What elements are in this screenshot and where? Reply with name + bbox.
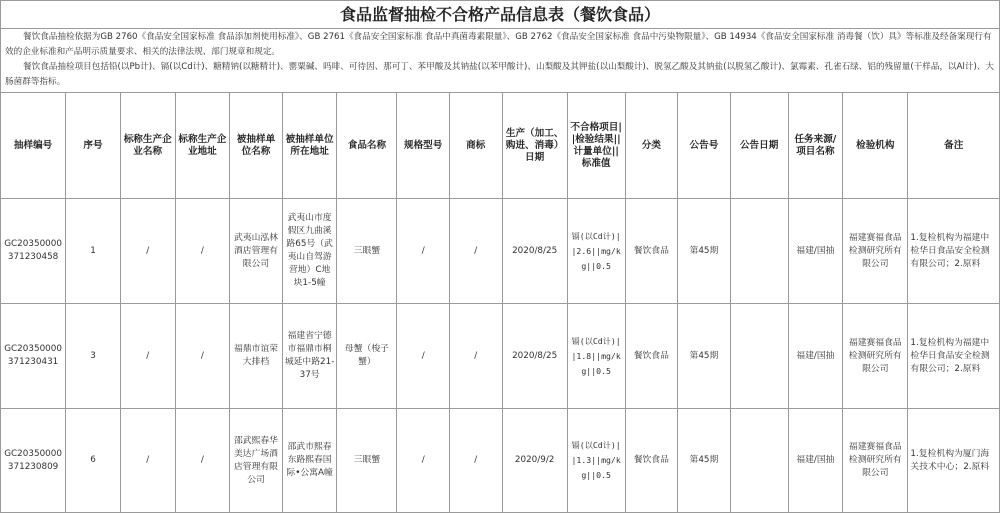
col-header: 食品名称 xyxy=(337,93,397,199)
cell-producer: / xyxy=(120,409,175,513)
col-header: 被抽样单位所在地址 xyxy=(282,93,337,199)
page-title: 食品监督抽检不合格产品信息表（餐饮食品） xyxy=(0,0,1000,28)
intro-paragraph-items: 餐饮食品抽检项目包括铅(以Pb计)、镉(以Cd计)、糖精钠(以糖精计)、罂粟碱、吗啡、可待因、那可丁、苯甲酸及其钠盐(以苯甲酸计)、山梨酸及其钾盐(以山梨酸计)、脱氢乙酸及其钠盐(以脱氢乙酸计)、氯霉素、孔雀石绿、铝的残留量(干样品，以Al计)、大肠菌群等指标。 xyxy=(5,62,995,87)
cell-date: 2020/9/2 xyxy=(502,409,567,513)
cell-note: 1.复检机构为福建中检华日食品安全检测有限公司；2.原料 xyxy=(908,199,1000,304)
cell-spec: / xyxy=(397,199,450,304)
cell-food: 三眼蟹 xyxy=(337,199,397,304)
cell-unit: 邵武熙春华美达广场酒店管理有限公司 xyxy=(230,409,283,513)
col-header: 商标 xyxy=(449,93,502,199)
cell-lab: 福建赛福食品检测研究所有限公司 xyxy=(843,199,908,304)
cell-notice-date xyxy=(730,199,788,304)
cell-unit: 福鼎市谊荣大排档 xyxy=(230,304,283,409)
cell-spec: / xyxy=(397,304,450,409)
col-header: 抽样编号 xyxy=(1,93,66,199)
cell-note: 1.复检机构为福建中检华日食品安全检测有限公司；2.原料 xyxy=(908,304,1000,409)
cell-date: 2020/8/25 xyxy=(502,304,567,409)
cell-category: 餐饮食品 xyxy=(625,409,678,513)
table-row xyxy=(1,304,1000,409)
cell-date: 2020/8/25 xyxy=(502,199,567,304)
cell-lab: 福建赛福食品检测研究所有限公司 xyxy=(843,409,908,513)
cell-brand: / xyxy=(449,199,502,304)
cell-lab: 福建赛福食品检测研究所有限公司 xyxy=(843,304,908,409)
cell-producer-addr: / xyxy=(175,199,230,304)
col-header: 公告日期 xyxy=(730,93,788,199)
col-header: 分类 xyxy=(625,93,678,199)
cell-producer: / xyxy=(120,304,175,409)
intro-text xyxy=(0,28,1000,92)
cell-category: 餐饮食品 xyxy=(625,199,678,304)
col-header: 标称生产企业地址 xyxy=(175,93,230,199)
col-header: 规格型号 xyxy=(397,93,450,199)
cell-producer-addr: / xyxy=(175,304,230,409)
cell-task: 福建/国抽 xyxy=(788,409,843,513)
col-header: 备注 xyxy=(908,93,1000,199)
cell-sample-no: GC20350000371230809 xyxy=(1,409,66,513)
cell-task: 福建/国抽 xyxy=(788,304,843,409)
col-header: 公告号 xyxy=(678,93,731,199)
cell-seq: 3 xyxy=(66,304,121,409)
col-header: 不合格项目||检验结果||计量单位||标准值 xyxy=(567,93,625,199)
cell-seq: 6 xyxy=(66,409,121,513)
cell-brand: / xyxy=(449,304,502,409)
col-header: 被抽样单位名称 xyxy=(230,93,283,199)
cell-unit-addr: 武夷山市度假区九曲溪路65号（武夷山自驾游营地）C地块1-5幢 xyxy=(282,199,337,304)
cell-note: 1.复检机构为厦门海关技术中心；2.原料 xyxy=(908,409,1000,513)
cell-notice-no: 第45期 xyxy=(678,304,731,409)
results-table xyxy=(0,92,1000,513)
table-row xyxy=(1,409,1000,513)
cell-category: 餐饮食品 xyxy=(625,304,678,409)
cell-notice-no: 第45期 xyxy=(678,199,731,304)
cell-unit: 武夷山泓林酒店管理有限公司 xyxy=(230,199,283,304)
cell-brand: / xyxy=(449,409,502,513)
intro-paragraph-basis: 餐饮食品抽检依据为GB 2760《食品安全国家标准 食品添加剂使用标准》、GB 2761《食品安全国家标准 食品中真菌毒素限量》、GB 2762《食品安全国家标准 食品中污染物限量》、GB 14934《食品安全国家标准 消毒餐（饮）具》等标准及经备案现行有效的企业标准和产品明示质量要求、相关的法律法规、部门规章和规定。 xyxy=(5,32,992,57)
cell-item: 镉(以Cd计)||1.8||mg/kg||0.5 xyxy=(567,304,625,409)
cell-producer-addr: / xyxy=(175,409,230,513)
cell-item: 镉(以Cd计)||2.6||mg/kg||0.5 xyxy=(567,199,625,304)
cell-unit-addr: 福建省宁德市福鼎市桐城延中路21-37号 xyxy=(282,304,337,409)
col-header: 生产（加工、购进、消毒）日期 xyxy=(502,93,567,199)
cell-task: 福建/国抽 xyxy=(788,199,843,304)
cell-seq: 1 xyxy=(66,199,121,304)
cell-notice-date xyxy=(730,409,788,513)
cell-producer: / xyxy=(120,199,175,304)
col-header: 检验机构 xyxy=(843,93,908,199)
cell-spec: / xyxy=(397,409,450,513)
cell-notice-date xyxy=(730,304,788,409)
table-row xyxy=(1,199,1000,304)
col-header: 任务来源/项目名称 xyxy=(788,93,843,199)
cell-sample-no: GC20350000371230431 xyxy=(1,304,66,409)
cell-food: 三眼蟹 xyxy=(337,409,397,513)
cell-item: 镉(以Cd计)||1.3||mg/kg||0.5 xyxy=(567,409,625,513)
cell-food: 母蟹（梭子蟹） xyxy=(337,304,397,409)
cell-notice-no: 第45期 xyxy=(678,409,731,513)
cell-sample-no: GC20350000371230458 xyxy=(1,199,66,304)
col-header: 序号 xyxy=(66,93,121,199)
table-header-row xyxy=(1,93,1000,199)
col-header: 标称生产企业名称 xyxy=(120,93,175,199)
cell-unit-addr: 邵武市熙春东路熙春国际•公寓A幢 xyxy=(282,409,337,513)
